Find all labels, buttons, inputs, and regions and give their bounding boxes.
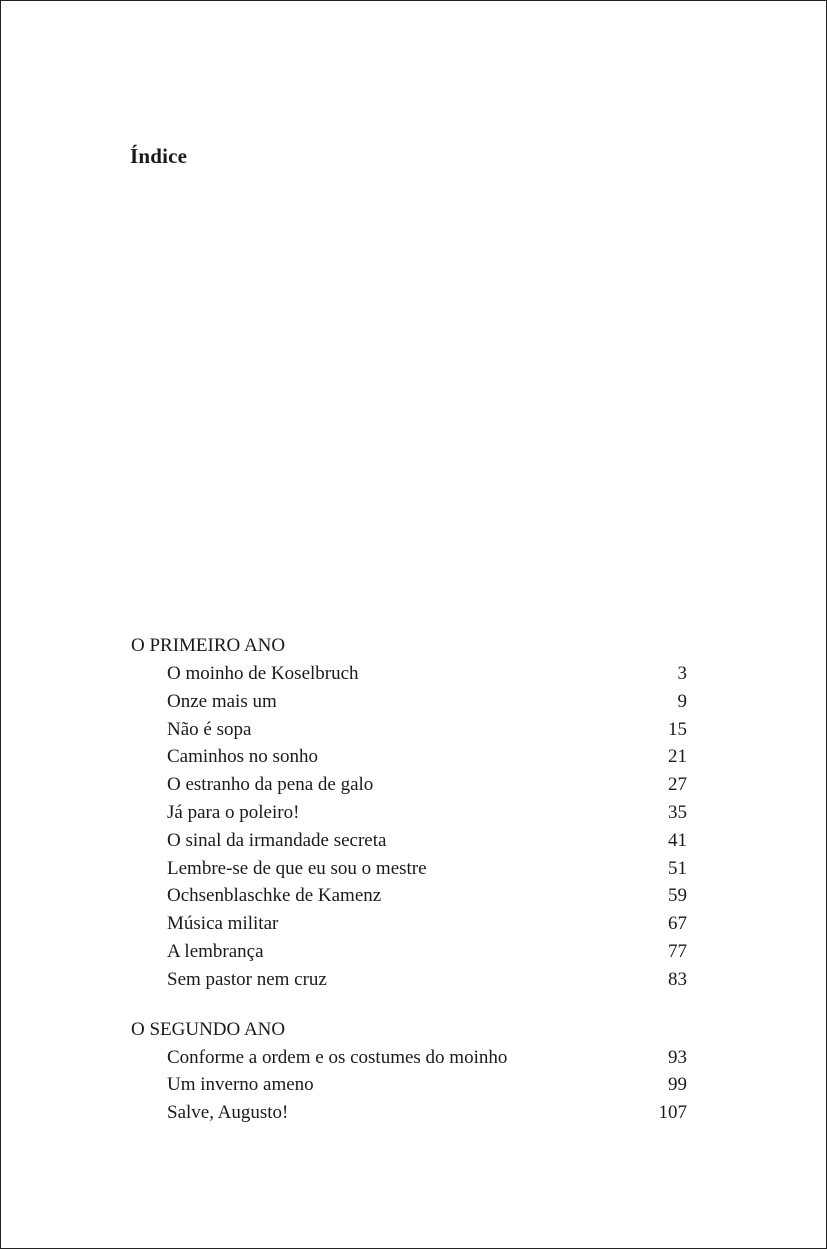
toc-entry-list (131, 660, 687, 994)
entry-page-number: 35 (668, 801, 687, 823)
toc-entry (131, 1044, 687, 1072)
entry-label: Não é sopa (167, 718, 252, 740)
entry-page-number: 77 (668, 940, 687, 962)
entry-page-number: 21 (668, 746, 687, 768)
entry-page-number: 3 (677, 663, 687, 684)
entry-page-number: 27 (668, 774, 687, 796)
toc-entry (131, 743, 687, 771)
entry-label: Conforme a ordem e os costumes do moinho (167, 1046, 508, 1068)
entry-label: O sinal da irmandade secreta (167, 829, 387, 851)
toc-entry-list (131, 1044, 687, 1127)
entry-label: Música militar (167, 913, 279, 935)
toc-entry (131, 882, 687, 910)
entry-label: O estranho da pena de galo (167, 774, 374, 796)
toc-part-1 (131, 632, 687, 994)
entry-label: Um inverno ameno (167, 1074, 314, 1096)
entry-page-number: 83 (668, 968, 687, 990)
toc-entry (131, 855, 687, 883)
entry-label: Salve, Augusto! (167, 1102, 289, 1124)
entry-label: Sem pastor nem cruz (167, 968, 327, 990)
entry-page-number: 93 (668, 1046, 687, 1068)
entry-page-number: 51 (668, 857, 687, 879)
toc-part-2 (131, 1016, 687, 1127)
toc-entry (131, 1099, 687, 1127)
toc-entry (131, 1071, 687, 1099)
entry-page-number: 15 (668, 718, 687, 740)
toc-entry (131, 660, 687, 688)
entry-label: Onze mais um (167, 690, 277, 712)
toc-entry (131, 827, 687, 855)
entry-page-number: 107 (658, 1102, 687, 1124)
toc-entry (131, 688, 687, 716)
entry-label: A lembrança (167, 940, 264, 962)
entry-page-number: 99 (668, 1074, 687, 1096)
entry-page-number: 41 (668, 829, 687, 851)
entry-label: Ochsenblaschke de Kamenz (167, 885, 382, 907)
table-of-contents (131, 632, 687, 1149)
page-title: Índice (130, 144, 188, 168)
entry-page-number: 9 (677, 690, 687, 712)
entry-label: Lembre-se de que eu sou o mestre (167, 857, 427, 879)
entry-page-number: 59 (668, 885, 687, 907)
entry-label: Caminhos no sonho (167, 746, 318, 768)
part-title: O SEGUNDO ANO (131, 1018, 286, 1040)
entry-label: O moinho de Koselbruch (167, 663, 359, 684)
part-title: O PRIMEIRO ANO (131, 635, 286, 656)
entry-page-number: 67 (668, 913, 687, 935)
toc-entry (131, 771, 687, 799)
entry-label: Já para o poleiro! (167, 801, 300, 823)
toc-entry (131, 910, 687, 938)
toc-entry (131, 966, 687, 994)
toc-entry (131, 938, 687, 966)
toc-entry (131, 716, 687, 744)
toc-entry (131, 799, 687, 827)
